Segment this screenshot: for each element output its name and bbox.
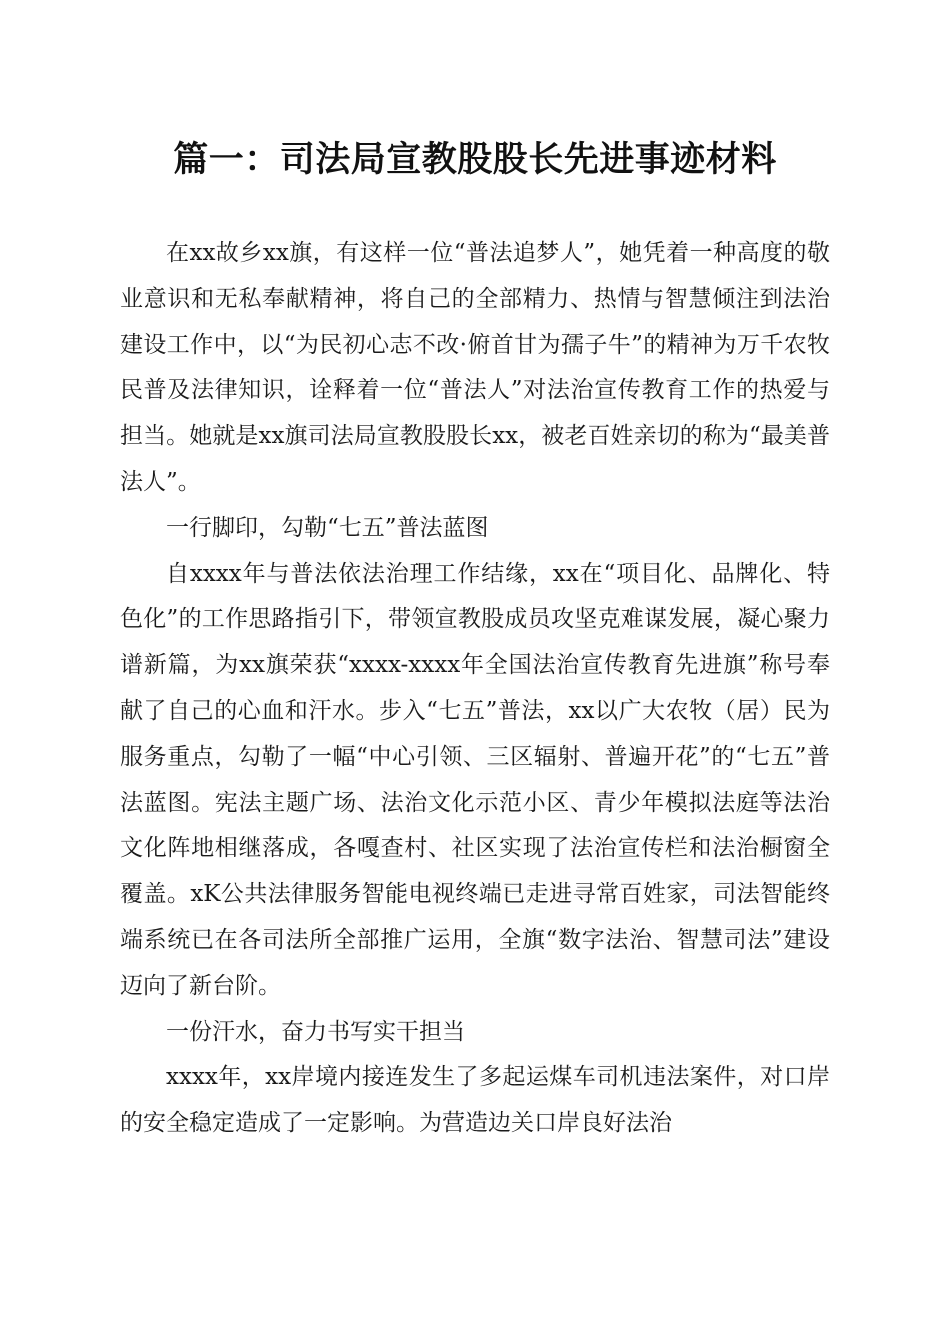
document-title: 篇一：司法局宣教股股长先进事迹材料 [173, 139, 777, 180]
paragraph-intro: 在xx故乡xx旗，有这样一位“普法追梦人”，她凭着一种高度的敬业意识和无私奉献精神，将自己的全部精力、热情与智慧倾注到法治建设工作中，以“为民初心志不改·俯首甘为孺子牛”的精神为万千农牧民普及法律知识，诠释着一位“普法人”对法治宣传教育工作的热爱与担当。她就是xx旗司法局宣教股股长xx，被老百姓亲切的称为“最美普法人”。 [120, 240, 830, 495]
section-heading-sweat: 一份汗水，奋力书写实干担当 [166, 1018, 465, 1045]
paragraph-footprints: 自xxxx年与普法依法治理工作结缘，xx在“项目化、品牌化、特色化”的工作思路指引下，带领宣教股成员攻坚克难谋发展，凝心聚力谱新篇，为xx旗荣获“xxxx-xxxx年全国法治宣传教育先进旗”称号奉献了自己的心血和汗水。步入“七五”普法，xx以广大农牧（居）民为服务重点，勾勒了一幅“中心引领、三区辐射、普遍开花”的“七五”普法蓝图。宪法主题广场、法治文化示范小区、青少年模拟法庭等法治文化阵地相继落成，各嘎查村、社区实现了法治宣传栏和法治橱窗全覆盖。xK公共法律服务智能电视终端已走进寻常百姓家，司法智能终端系统已在各司法所全部推广运用，全旗“数字法治、智慧司法”建设迈向了新台阶。 [120, 560, 830, 999]
document-body [120, 231, 830, 1147]
paragraph-sweat: xxxx年，xx岸境内接连发生了多起运煤车司机违法案件，对口岸的安全稳定造成了一定影响。为营造边关口岸良好法治 [120, 1064, 830, 1137]
section-heading-footprints: 一行脚印，勾勒“七五”普法蓝图 [166, 514, 489, 541]
